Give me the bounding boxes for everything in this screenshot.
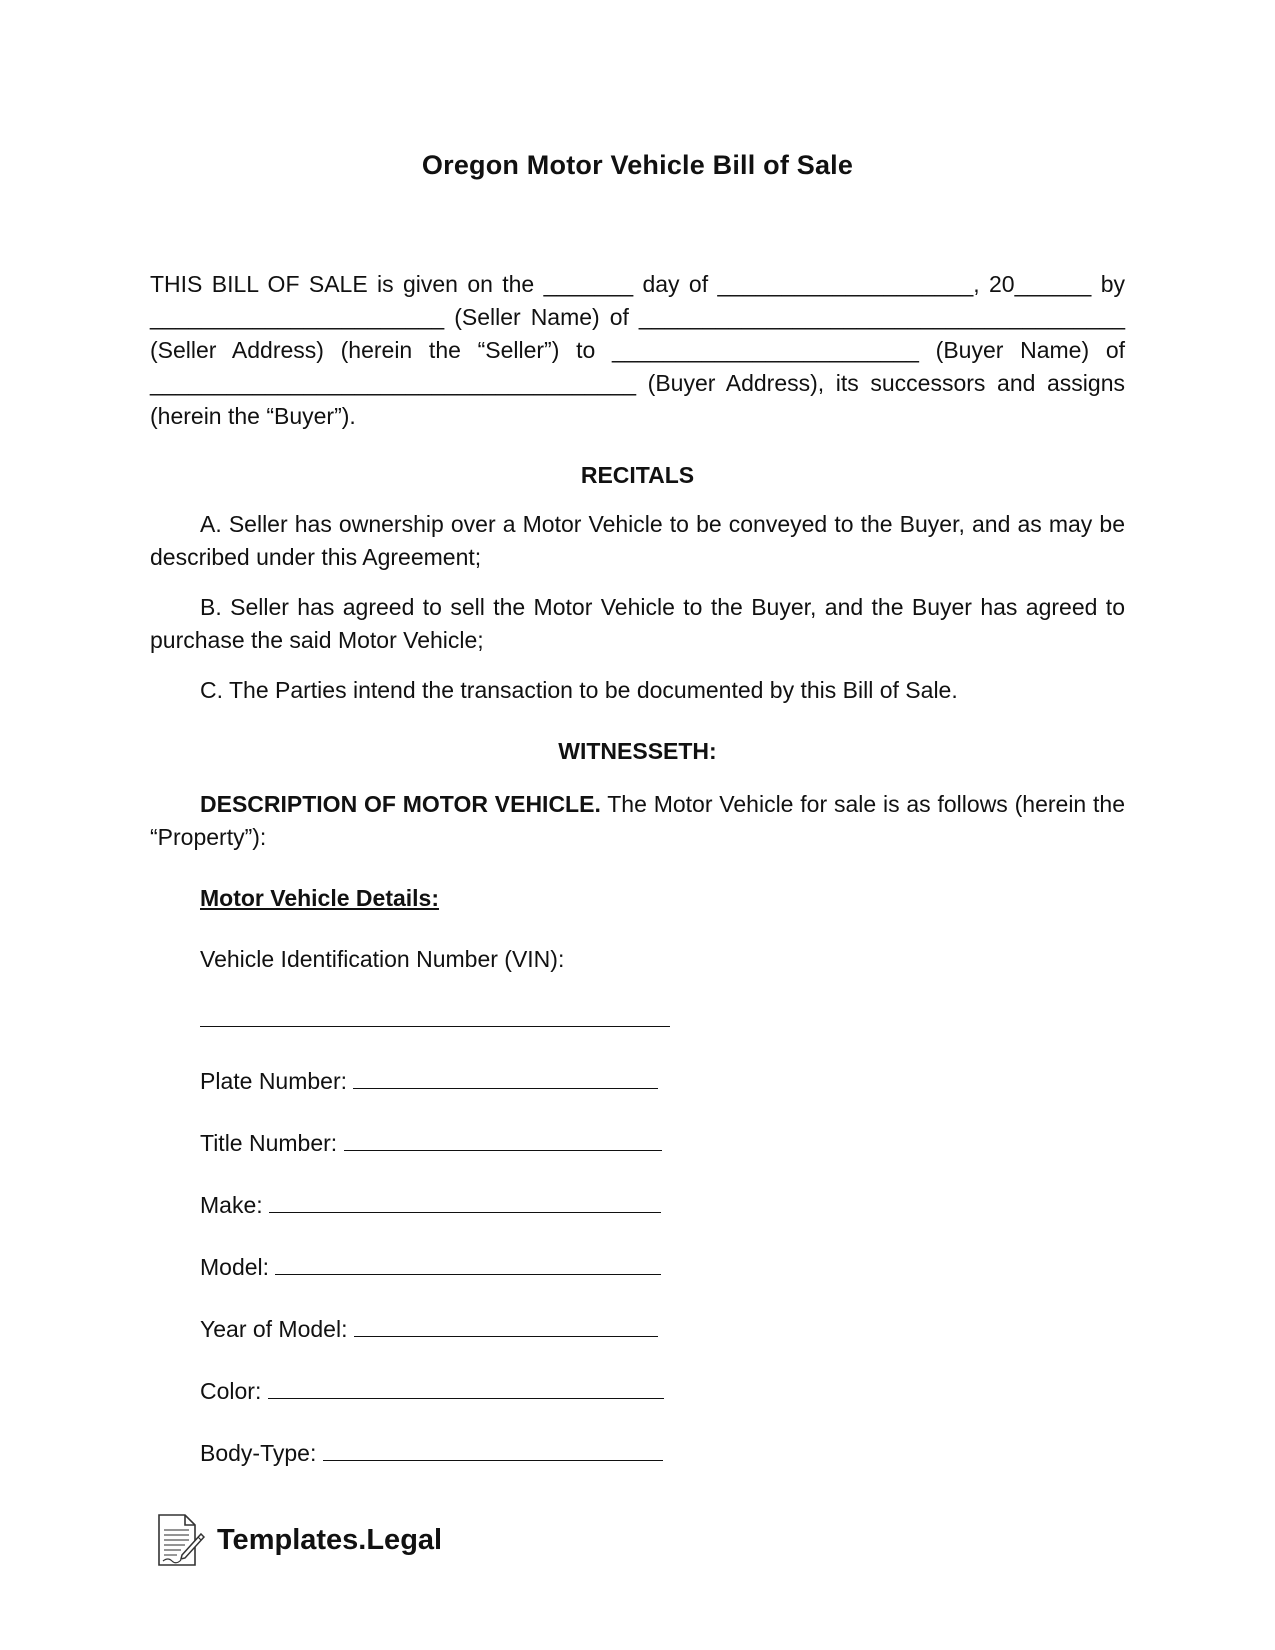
body-type-label: Body-Type: (200, 1440, 317, 1466)
recital-b: B. Seller has agreed to sell the Motor Vehicle to the Buyer, and the Buyer has agreed to purchase the said Motor Vehicle; (150, 594, 1125, 653)
plate-field (200, 1066, 658, 1096)
model-label: Model: (200, 1254, 270, 1280)
intro-paragraph: THIS BILL OF SALE is given on the _______ day of ____________________, 20______ by _______________________ (Seller Name) of ______________________________________ (Seller Address) (herein the “Seller”) to ________________________ (Buyer Name) of ______________________________________ (Buyer Address), its successors and assigns (herein the “Buyer”). (150, 271, 1125, 429)
make-blank[interactable] (269, 1190, 661, 1213)
title-number-label: Title Number: (200, 1130, 338, 1156)
document-title: Oregon Motor Vehicle Bill of Sale (421, 150, 854, 180)
description-paragraph (150, 788, 1125, 854)
brand-name[interactable]: Templates.Legal (217, 1523, 443, 1556)
description-text: The Motor Vehicle for sale is as follows (herein the “Property”): (150, 791, 1126, 850)
body-type-field (200, 1438, 663, 1468)
brand-footer (155, 1512, 442, 1568)
document-pen-icon (155, 1512, 205, 1568)
model-field (200, 1252, 661, 1282)
vin-blank[interactable] (200, 1004, 670, 1027)
color-field (200, 1376, 664, 1406)
recital-a: A. Seller has ownership over a Motor Vehicle to be conveyed to the Buyer, and as may be described under this Agreement; (150, 511, 1125, 570)
title-number-field (200, 1128, 662, 1158)
model-blank[interactable] (275, 1252, 661, 1275)
details-heading: Motor Vehicle Details: (200, 885, 440, 911)
color-blank[interactable] (268, 1376, 664, 1399)
description-label: DESCRIPTION OF MOTOR VEHICLE. (200, 791, 601, 817)
witnesseth-heading: WITNESSETH: (558, 738, 717, 764)
year-blank[interactable] (354, 1314, 658, 1337)
make-label: Make: (200, 1192, 263, 1218)
year-label: Year of Model: (200, 1316, 348, 1342)
vin-field[interactable] (200, 1004, 670, 1034)
make-field (200, 1190, 661, 1220)
plate-label: Plate Number: (200, 1068, 348, 1094)
plate-blank[interactable] (353, 1066, 658, 1089)
body-type-blank[interactable] (323, 1438, 663, 1461)
recital-c: C. The Parties intend the transaction to be documented by this Bill of Sale. (200, 677, 958, 703)
recitals-heading: RECITALS (580, 462, 695, 488)
vin-label: Vehicle Identification Number (VIN): (200, 946, 565, 972)
color-label: Color: (200, 1378, 262, 1404)
title-number-blank[interactable] (344, 1128, 662, 1151)
year-field (200, 1314, 658, 1344)
